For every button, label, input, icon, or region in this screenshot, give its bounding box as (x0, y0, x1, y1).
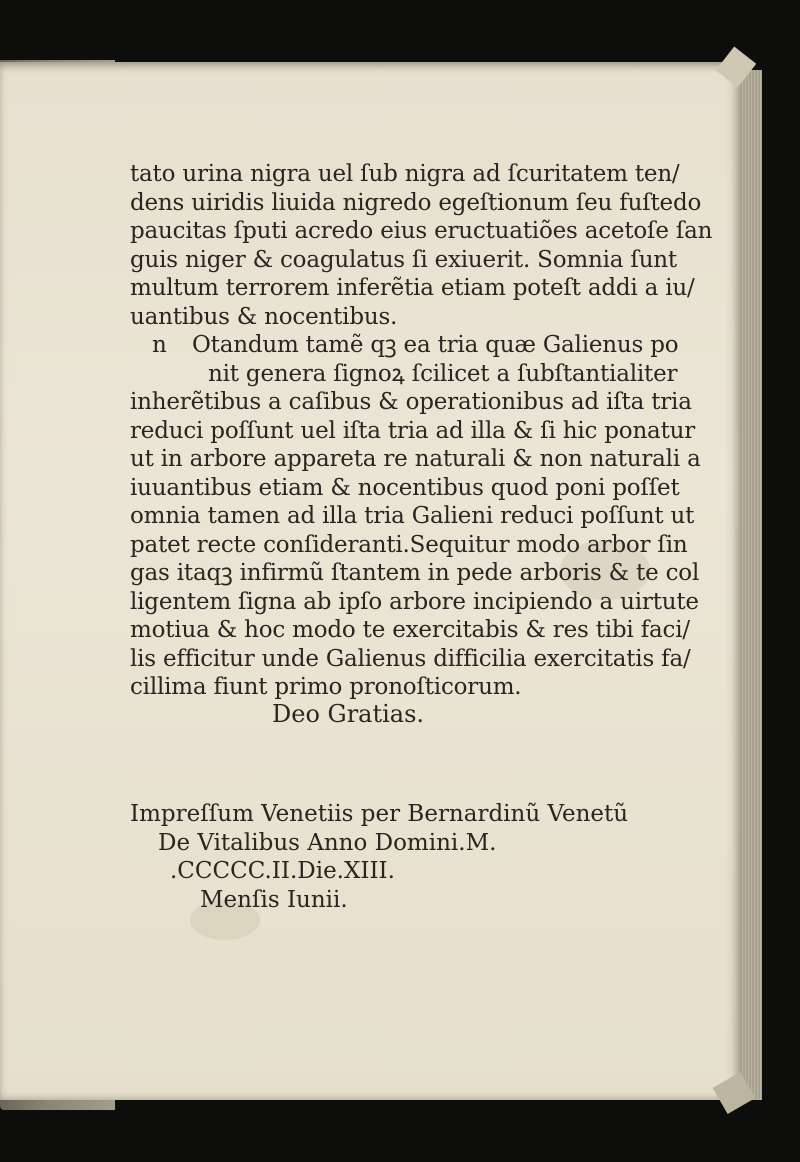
page-fore-edge (742, 70, 762, 1100)
text-line: Otandum tamẽ qꝫ ea tria quæ Galienus po (192, 332, 679, 358)
text-line: dens uiridis liuida nigredo egeſtionum ſeu fuſtedo (130, 189, 702, 216)
text-line: omnia tamen ad illa tria Galieni reduci poſſunt ut (130, 503, 695, 529)
text-line: inherẽtibus a caſibus & operationibus ad iſta tria (130, 389, 692, 415)
text-line: iuuantibus etiam & nocentibus quod poni poſſet (130, 474, 680, 501)
text-line: cillima fiunt primo pronoſticorum. (130, 674, 522, 700)
text-line: patet recte conſideranti.Sequitur modo arbor ſin (130, 531, 688, 558)
text-line: motiua & hoc modo te exercitabis & res tibi faci/ (130, 617, 690, 643)
text-line: ut in arbore appareta re naturali & non naturali a (130, 446, 701, 472)
text-line: ligentem ſigna ab ipſo arbore incipiendo a uirtute (130, 588, 699, 615)
text-line: multum terrorem inferẽtia etiam poteſt addi a iu/ (130, 275, 695, 301)
text-line: lis efficitur unde Galienus difficilia exercitatis fa/ (130, 645, 691, 672)
text-line: tato urina nigra uel ſub nigra ad ſcuritatem ten/ (130, 161, 680, 187)
text-line: paucitas ſputi acredo eius eructuatiões acetoſe ſan (130, 218, 713, 244)
paragraph-first-line (130, 331, 679, 360)
colophon-line: De Vitalibus Anno Domini.M. (158, 829, 497, 856)
closing-line: Deo Gratias. (272, 700, 425, 728)
colophon-line: .CCCCC.II.Die.XIII. (170, 858, 395, 884)
text-line: reduci poſſunt uel iſta tria ad illa & ſi hic ponatur (130, 417, 696, 444)
paragraph-initial: n (152, 332, 167, 358)
colophon-line: Impreſſum Venetiis per Bernardinũ Venetũ (130, 801, 629, 827)
text-line: nit genera ſignoꝝ ſcilicet a ſubſtantialiter (208, 360, 678, 387)
colophon-line: Menſis Iunii. (200, 886, 348, 913)
main-text-block (130, 160, 713, 702)
colophon (130, 800, 650, 914)
text-line: guis niger & coagulatus ſi exiuerit. Somnia ſunt (130, 246, 677, 273)
text-line: gas itaqꝫ infirmũ ſtantem in pede arboris & te col (130, 560, 700, 586)
text-line: uantibus & nocentibus. (130, 303, 398, 330)
